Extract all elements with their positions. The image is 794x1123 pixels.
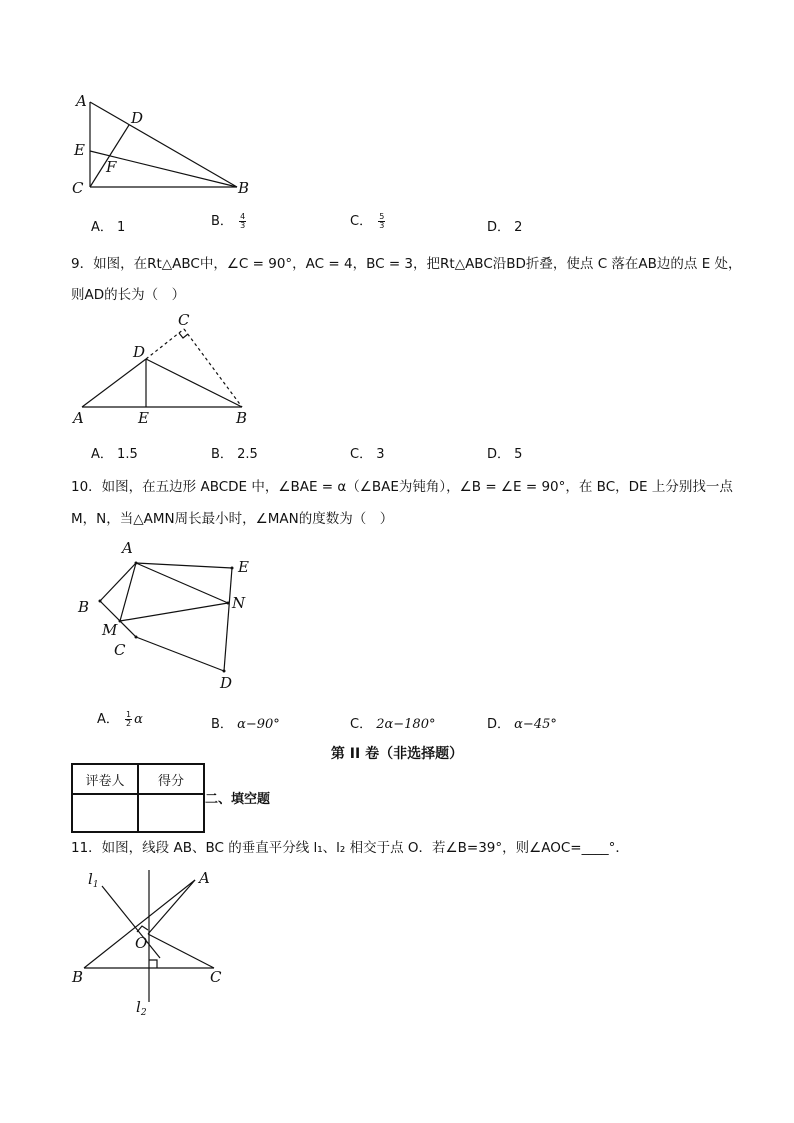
label-a: A — [122, 539, 133, 557]
label-a: A — [73, 409, 84, 427]
label-c: C — [178, 311, 190, 329]
label-c: C — [210, 968, 222, 986]
score-cell[interactable] — [138, 794, 204, 832]
segment-ba — [84, 880, 195, 968]
right-angle-mark-bottom — [149, 960, 157, 968]
q9-option-d[interactable]: D． 5 — [487, 447, 523, 462]
segment-ed — [224, 568, 232, 671]
grader-header: 评卷人 — [72, 764, 138, 794]
label-d: D — [133, 343, 146, 361]
segment-mn — [120, 603, 228, 621]
segment-cb-dashed — [184, 329, 242, 407]
q9-stem-line2: 则AD的长为（ ） — [71, 287, 186, 303]
segment-an — [136, 563, 228, 603]
q8-option-b[interactable]: B． $\frac{4}{3}$ — [211, 212, 246, 230]
score-header: 得分 — [138, 764, 204, 794]
right-angle-mark — [179, 333, 188, 338]
segment-ad — [82, 359, 146, 407]
label-a: A — [76, 92, 87, 110]
label-m: M — [102, 621, 118, 639]
label-a: A — [199, 869, 210, 887]
q9-option-a[interactable]: A． 1.5 — [91, 447, 138, 462]
fraction: $\frac{5}{3}$ — [379, 212, 385, 230]
q9-option-c[interactable]: C． 3 — [350, 447, 385, 462]
label-b: B — [238, 179, 250, 197]
q10-option-a[interactable]: A． $\frac{1}{2}$ α — [97, 710, 143, 728]
part-title: 第 II 卷（非选择题） — [330, 746, 464, 762]
label-l2: $l_2$ — [136, 998, 147, 1018]
segment-dc-dashed — [146, 329, 184, 359]
q10-option-b[interactable]: B． α−90° — [211, 717, 280, 732]
q8-option-a[interactable]: A． 1 — [91, 220, 126, 235]
label-c: C — [72, 179, 84, 197]
segment-db — [146, 359, 242, 407]
score-table — [71, 763, 205, 833]
label-e: E — [138, 409, 149, 427]
label-l1: $l_1$ — [88, 870, 99, 890]
label-o: O — [135, 934, 148, 952]
fraction: $\frac{1}{2}$ — [126, 710, 132, 728]
fraction: $\frac{4}{3}$ — [240, 212, 246, 230]
q9-figure — [60, 310, 270, 430]
q8-option-c[interactable]: C． $\frac{5}{3}$ — [350, 212, 385, 230]
label-e: E — [238, 558, 249, 576]
q10-option-c[interactable]: C． 2α−180° — [350, 717, 436, 732]
q10-stem-line2: M，N，当△AMN周长最小时，∠MAN的度数为（ ） — [71, 511, 394, 527]
label-b: B — [236, 409, 248, 427]
q11-figure — [60, 862, 260, 1022]
q11-stem: 11．如图，线段 AB、BC 的垂直平分线 l₁、l₂ 相交于点 O．若∠B=39°，则∠AOC=____°． — [71, 840, 629, 856]
section-heading: 二、填空题 — [205, 792, 271, 807]
label-b: B — [72, 968, 84, 986]
q10-figure — [70, 535, 270, 695]
q8-figure — [60, 92, 260, 202]
segment-cd — [136, 637, 224, 671]
label-d: D — [220, 674, 233, 692]
grader-cell[interactable] — [72, 794, 138, 832]
q10-stem-line1: 10．如图，在五边形 ABCDE 中，∠BAE = α（∠BAE为钝角），∠B = ∠E = 90°，在 BC，DE 上分别找一点 — [71, 479, 733, 495]
label-b: B — [78, 598, 90, 616]
q9-option-b[interactable]: B． 2.5 — [211, 447, 258, 462]
label-d: D — [131, 109, 144, 127]
label-n: N — [232, 594, 246, 612]
label-e: E — [74, 141, 85, 159]
label-c: C — [114, 641, 126, 659]
q10-option-d[interactable]: D． α−45° — [487, 717, 557, 732]
label-f: F — [106, 158, 117, 176]
segment-ae — [136, 563, 232, 568]
segment-oa — [148, 880, 195, 934]
q8-option-d[interactable]: D． 2 — [487, 220, 523, 235]
q9-stem-line1: 9．如图，在Rt△ABC中，∠C = 90°，AC = 4，BC = 3，把Rt△ABC沿BD折叠，使点 C 落在AB边的点 E 处， — [71, 256, 742, 272]
segment-oc — [148, 934, 214, 968]
